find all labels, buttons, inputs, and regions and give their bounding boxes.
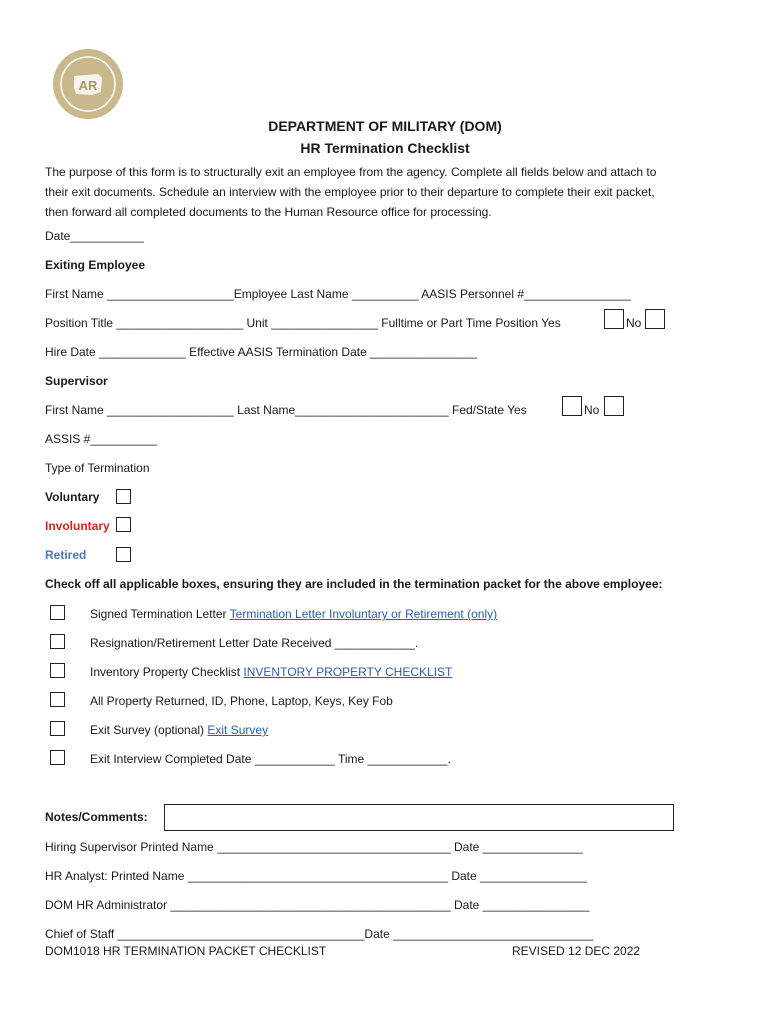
- hr-analyst-signature[interactable]: HR Analyst: Printed Name _______________________________________ Date ________________: [45, 869, 587, 883]
- fulltime-no-checkbox[interactable]: [645, 309, 665, 329]
- exiting-employee-heading: Exiting Employee: [45, 258, 146, 272]
- hr-admin-signature[interactable]: DOM HR Administrator __________________________________________ Date ________________: [45, 898, 590, 912]
- checklist-item-5-text: Exit Survey (optional): [90, 723, 208, 737]
- assis-field[interactable]: ASSIS #__________: [45, 432, 158, 446]
- checklist-checkbox-1[interactable]: [50, 605, 65, 620]
- exiting-hire-row[interactable]: Hire Date _____________ Effective AASIS Termination Date ________________: [45, 345, 477, 359]
- exit-survey-link[interactable]: Exit Survey: [207, 723, 269, 737]
- checklist-item-3-text: Inventory Property Checklist: [90, 665, 244, 679]
- involuntary-label: Involuntary: [45, 519, 110, 533]
- exiting-name-row[interactable]: First Name ___________________Employee Last Name __________ AASIS Personnel #________________: [45, 287, 631, 301]
- supervisor-heading: Supervisor: [45, 374, 108, 388]
- fulltime-no-label: No: [626, 316, 642, 330]
- checklist-checkbox-2[interactable]: [50, 634, 65, 649]
- retired-label: Retired: [45, 548, 87, 562]
- supervisor-name-row[interactable]: First Name ___________________ Last Name_______________________ Fed/State Yes: [45, 403, 527, 417]
- notes-input[interactable]: [164, 804, 674, 831]
- checklist-item-1-text: Signed Termination Letter: [90, 607, 230, 621]
- checklist-item-3: [90, 665, 452, 679]
- fedstate-no-checkbox[interactable]: [604, 396, 624, 416]
- voluntary-checkbox[interactable]: [116, 489, 131, 504]
- hiring-supervisor-signature[interactable]: Hiring Supervisor Printed Name ___________________________________ Date _______________: [45, 840, 583, 854]
- fedstate-yes-checkbox[interactable]: [562, 396, 582, 416]
- checklist-checkbox-5[interactable]: [50, 721, 65, 736]
- fedstate-no-label: No: [584, 403, 600, 417]
- checklist-checkbox-3[interactable]: [50, 663, 65, 678]
- checklist-checkbox-6[interactable]: [50, 750, 65, 765]
- footer-form-id: DOM1018 HR TERMINATION PACKET CHECKLIST: [45, 944, 327, 958]
- intro-paragraph: [45, 162, 725, 222]
- checklist-heading: Check off all applicable boxes, ensuring they are included in the termination packet for the above employee:: [45, 577, 663, 591]
- involuntary-checkbox[interactable]: [116, 517, 131, 532]
- notes-label: Notes/Comments:: [45, 810, 148, 824]
- footer-revised: REVISED 12 DEC 2022: [512, 944, 641, 958]
- inventory-checklist-link[interactable]: INVENTORY PROPERTY CHECKLIST: [243, 665, 453, 679]
- page-subtitle: HR Termination Checklist: [300, 140, 470, 156]
- fulltime-yes-checkbox[interactable]: [604, 309, 624, 329]
- intro-line-3: then forward all completed documents to the Human Resource office for processing.: [45, 205, 492, 219]
- date-field[interactable]: Date___________: [45, 229, 144, 243]
- intro-line-2: their exit documents. Schedule an interview with the employee prior to their departure to complete their exit packet,: [45, 185, 655, 199]
- termination-type-label: Type of Termination: [45, 461, 150, 475]
- page-title: DEPARTMENT OF MILITARY (DOM): [268, 118, 502, 134]
- checklist-item-5: [90, 723, 268, 737]
- retired-checkbox[interactable]: [116, 547, 131, 562]
- checklist-item-6: Exit Interview Completed Date ____________ Time ____________.: [90, 752, 451, 766]
- seal-lettering: AR: [78, 78, 98, 93]
- termination-letter-link[interactable]: Termination Letter Involuntary or Retirement (only): [229, 607, 498, 621]
- checklist-item-2: Resignation/Retirement Letter Date Received ____________.: [90, 636, 419, 650]
- checklist-checkbox-4[interactable]: [50, 692, 65, 707]
- chief-of-staff-signature[interactable]: Chief of Staff _____________________________________Date ______________________________: [45, 927, 594, 941]
- checklist-item-1: [90, 607, 497, 621]
- intro-line-1: The purpose of this form is to structurally exit an employee from the agency. Complete all fields below and attach to: [45, 165, 657, 179]
- checklist-item-4: All Property Returned, ID, Phone, Laptop, Keys, Key Fob: [90, 694, 393, 708]
- agency-seal-logo: [52, 48, 124, 120]
- exiting-position-row[interactable]: Position Title ___________________ Unit ________________ Fulltime or Part Time Position Yes: [45, 316, 561, 330]
- voluntary-label: Voluntary: [45, 490, 100, 504]
